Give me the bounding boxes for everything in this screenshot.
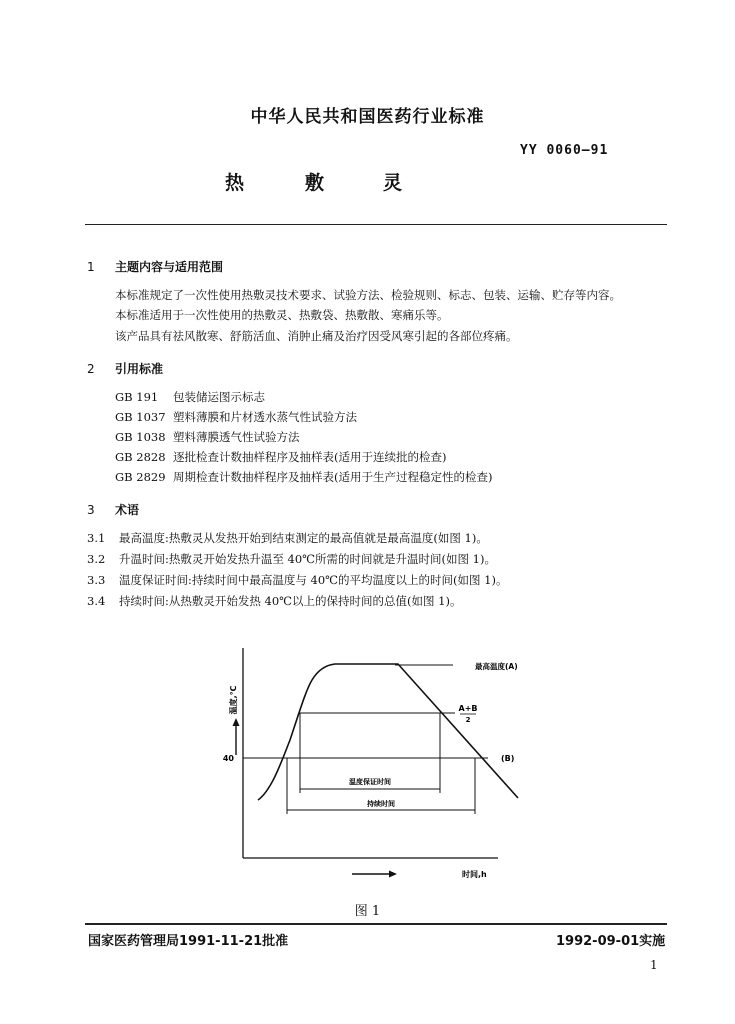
section-2-number: 2 [87, 362, 95, 376]
ref-item [115, 389, 265, 405]
term-item [87, 551, 496, 567]
ref-text: 包装储运图示标志 [173, 390, 265, 404]
page-number: 1 [650, 958, 658, 972]
ref-code: GB 1038 [115, 430, 166, 444]
x-axis-label: 时间,h [462, 870, 487, 879]
footer-divider [85, 923, 667, 925]
standard-code: YY 0060—91 [520, 143, 609, 158]
ref-text: 塑料薄膜透气性试验方法 [173, 430, 300, 444]
y-arrow-head [233, 718, 240, 726]
section-3-title: 术语 [115, 503, 140, 517]
ref-code: GB 1037 [115, 410, 166, 424]
term-item [87, 593, 461, 609]
doc-title-char-3: 灵 [383, 172, 403, 194]
ref-text: 塑料薄膜和片材透水蒸气性试验方法 [173, 410, 357, 424]
term-number: 3.3 [87, 573, 106, 587]
ref-item [115, 409, 357, 425]
term-item [87, 572, 507, 588]
ref-item [115, 449, 446, 465]
section-1-para-2: 本标准适用于一次性使用的热敷灵、热敷袋、热敷散、寒痛乐等。 [115, 308, 449, 322]
term-text: 升温时间:热敷灵开始发热升温至 40℃所需的时间就是升温时间(如图 1)。 [119, 552, 496, 566]
section-1-para-3: 该产品具有祛风散寒、舒筋活血、消肿止痛及治疗因受风寒引起的各部位疼痛。 [115, 329, 518, 343]
y-axis-label: 温度,℃ [229, 685, 238, 715]
b-label: (B) [501, 754, 515, 763]
ref-item [115, 429, 300, 445]
term-number: 3.2 [87, 552, 106, 566]
implementation-date: 1992-09-01实施 [556, 934, 666, 949]
term-item [87, 530, 488, 546]
ref-code: GB 2829 [115, 470, 166, 484]
term-number: 3.4 [87, 594, 106, 608]
approval-date: 国家医药管理局1991-11-21批准 [88, 934, 289, 949]
duration-label: 持续时间 [367, 800, 395, 808]
y-tick-40: 40 [222, 754, 234, 763]
section-3-number: 3 [87, 503, 95, 517]
header-divider [85, 224, 667, 225]
term-text: 温度保证时间:持续时间中最高温度与 40℃的平均温度以上的时间(如图 1)。 [119, 573, 508, 587]
section-2-title: 引用标准 [115, 362, 164, 376]
max-temp-label: 最高温度(A) [475, 662, 518, 671]
section-1-para-1: 本标准规定了一次性使用热敷灵技术要求、试验方法、检验规则、标志、包装、运输、贮存等内容。 [115, 288, 621, 302]
ref-text: 逐批检查计数抽样程序及抽样表(适用于连续批的检查) [173, 450, 447, 464]
doc-title-char-1: 热 [225, 172, 245, 194]
ref-text: 周期检查计数抽样程序及抽样表(适用于生产过程稳定性的检查) [173, 470, 493, 484]
ref-code: GB 2828 [115, 450, 166, 464]
ref-code: GB 191 [115, 390, 159, 404]
term-text: 持续时间:从热敷灵开始发热 40℃以上的保持时间的总值(如图 1)。 [119, 594, 462, 608]
avg-label-numerator: A+B [458, 704, 478, 713]
term-number: 3.1 [87, 531, 106, 545]
standard-org-title: 中华人民共和国医药行业标准 [250, 107, 485, 127]
figure-1-diagram [0, 630, 735, 895]
section-2-heading [87, 360, 163, 377]
doc-title-char-2: 敷 [305, 172, 325, 194]
x-arrow-head [389, 871, 397, 878]
section-1-heading [87, 258, 223, 275]
section-1-number: 1 [87, 260, 95, 274]
section-3-heading [87, 501, 139, 518]
section-1-title: 主题内容与适用范围 [115, 260, 224, 274]
figure-caption: 图 1 [354, 904, 381, 919]
ref-item [115, 469, 492, 485]
term-text: 最高温度:热敷灵从发热开始到结束测定的最高值就是最高温度(如图 1)。 [119, 531, 488, 545]
avg-label-denominator: 2 [465, 716, 471, 724]
guarantee-time-label: 温度保证时间 [349, 778, 391, 786]
